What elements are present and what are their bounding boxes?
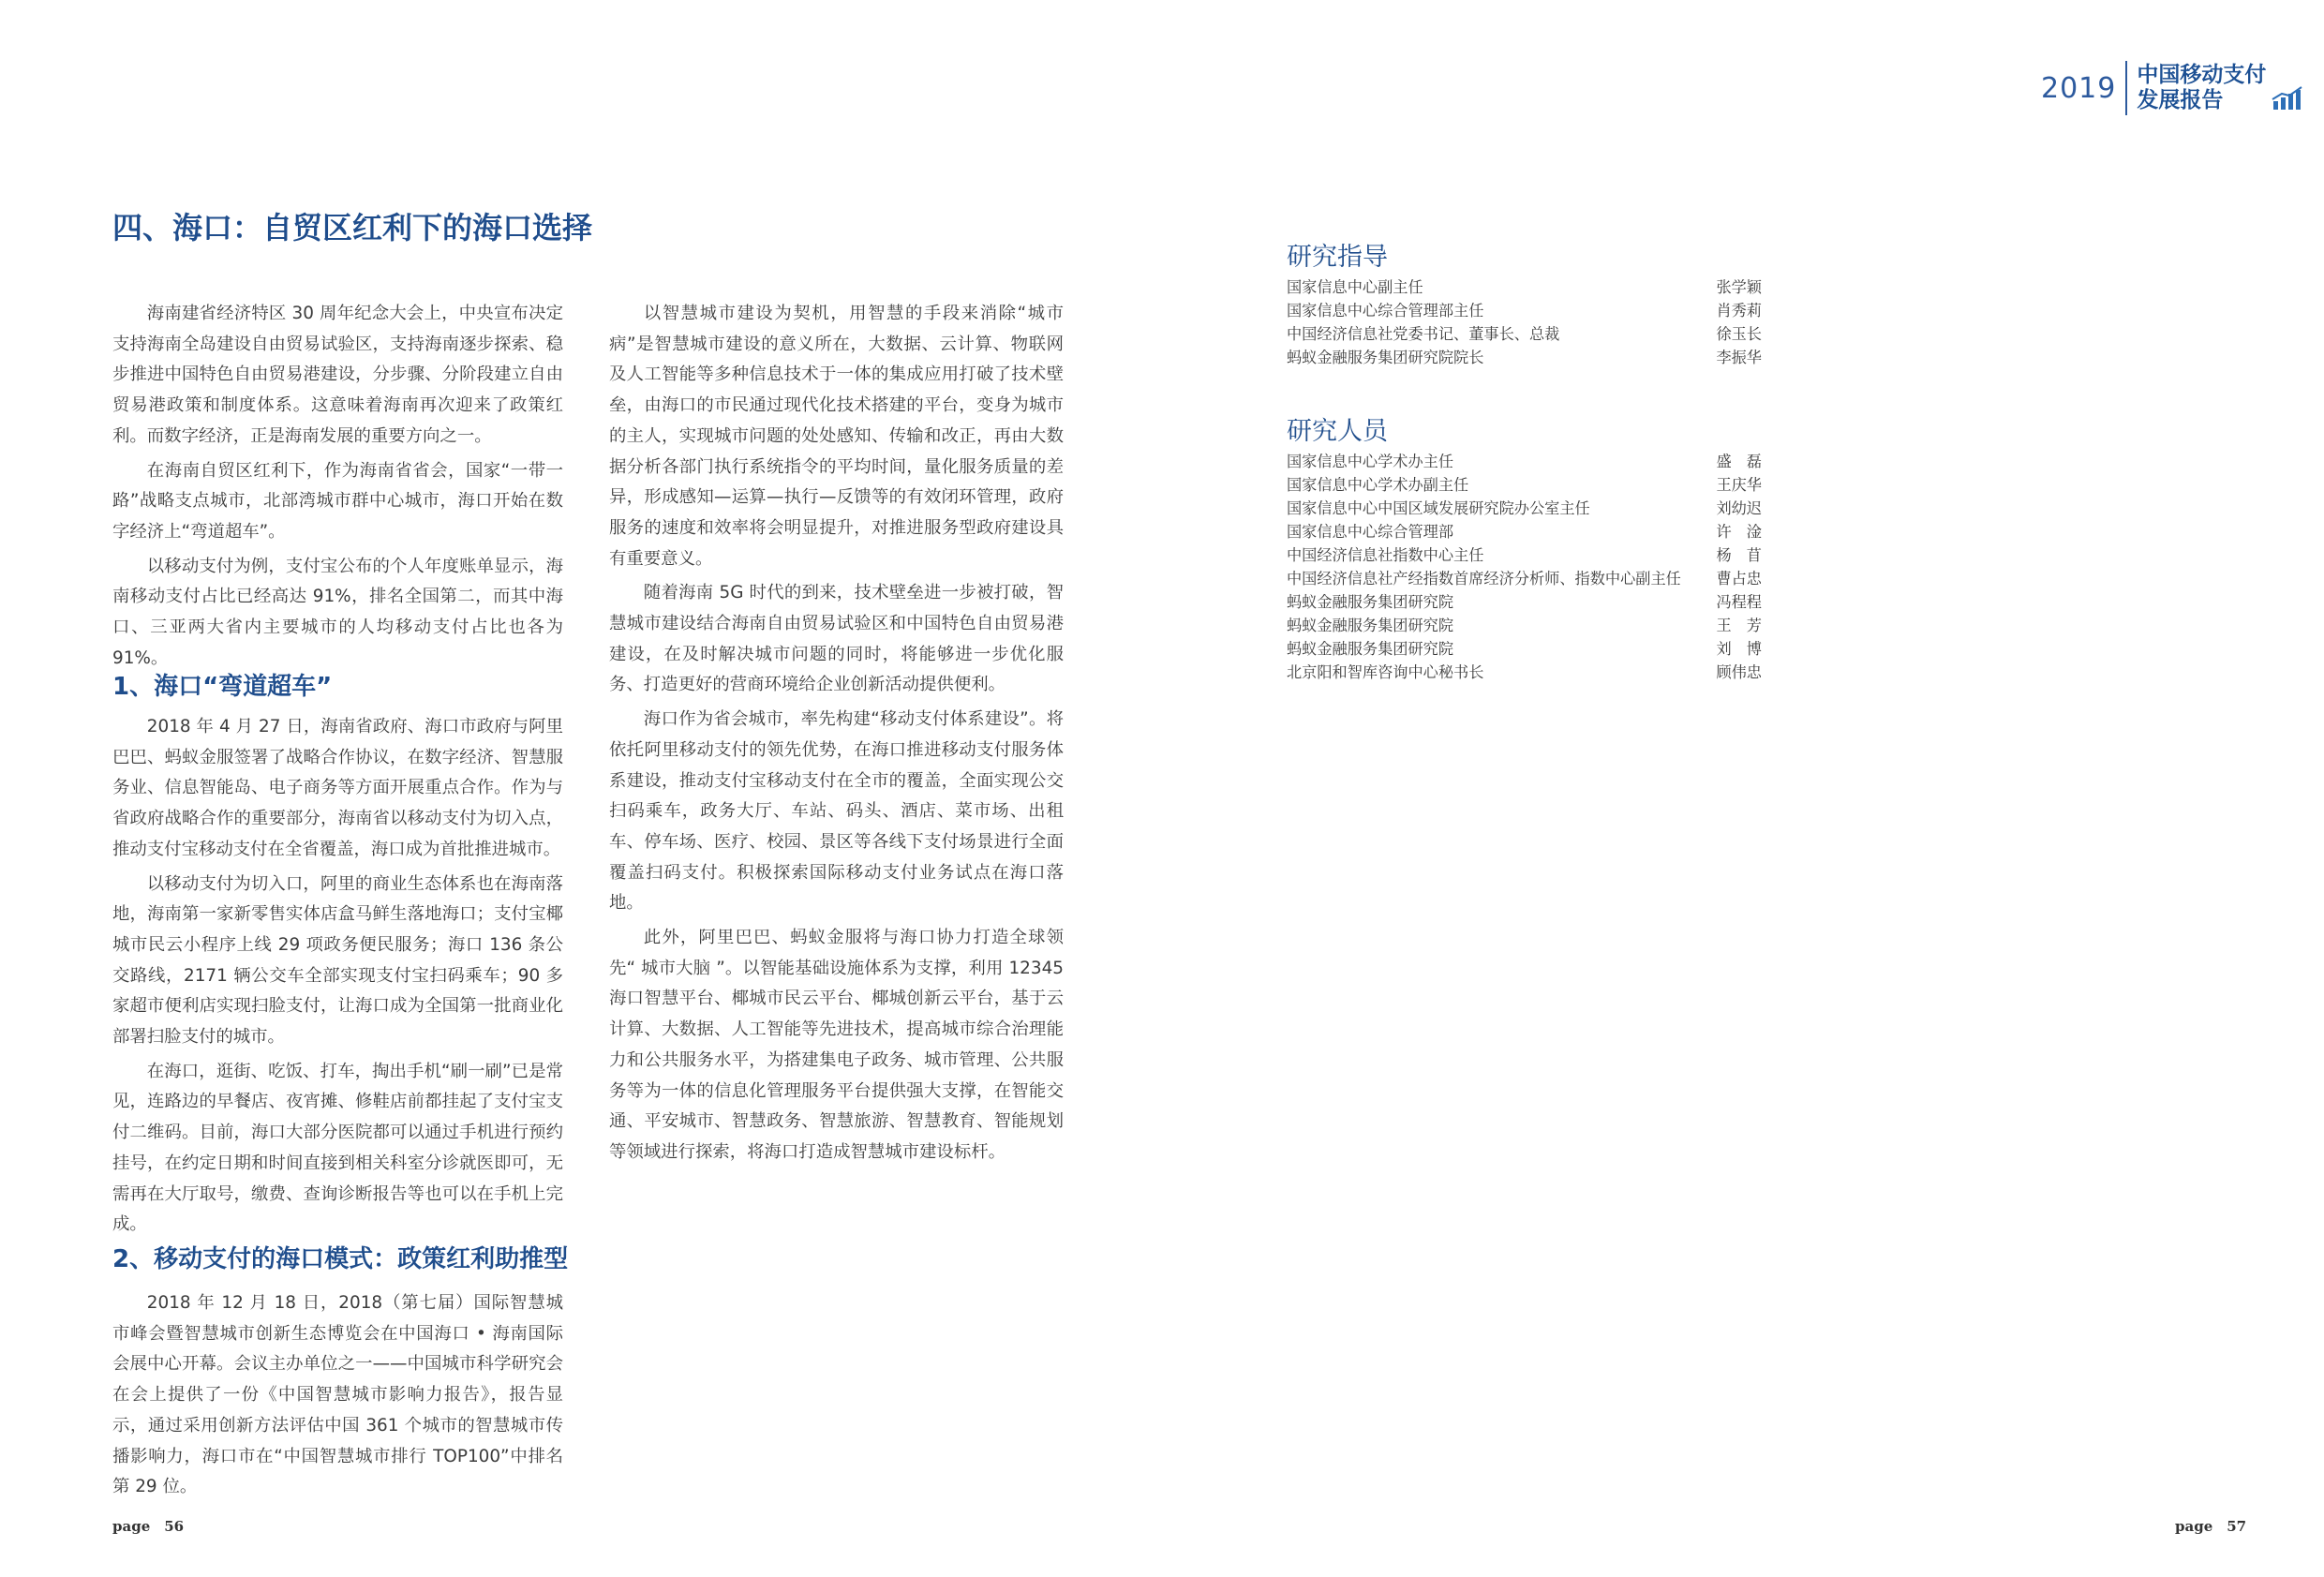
staff-name: 刘 博	[1716, 640, 1762, 658]
staff-role: 国家信息中心中国区域发展研究院办公室主任	[1287, 499, 1590, 517]
staff-role: 国家信息中心综合管理部主任	[1287, 302, 1484, 320]
staff-name: 王庆华	[1716, 476, 1762, 494]
staff-row	[1287, 543, 1762, 567]
staff-name: 冯程程	[1716, 593, 1762, 611]
paragraph: 2018 年 12 月 18 日，2018（第七届）国际智慧城市峰会暨智慧城市创新生态博览会在中国海口 • 海南国际会展中心开幕。会议主办单位之一——中国城市科学研究会在会上提供了一份《中国智慧城市影响力报告》，报告显示，通过采用创新方法评估中国 361 个城市的智慧城市传播影响力，海口市在“中国智慧城市排行 TOP100”中排名第 29 位。	[112, 1293, 563, 1497]
staff-name: 肖秀莉	[1716, 302, 1762, 320]
staff-name: 曹占忠	[1716, 570, 1762, 588]
staff-name: 盛 磊	[1716, 453, 1762, 470]
staff-row	[1287, 637, 1762, 661]
column-2	[609, 299, 1064, 1168]
staff-row	[1287, 299, 1762, 322]
paragraph: 海口作为省会城市，率先构建“移动支付体系建设”。将依托阿里移动支付的领先优势，在海口推进移动支付服务体系建设，推动支付宝移动支付在全市的覆盖，全面实现公交扫码乘车，政务大厅、车站、码头、酒店、菜市场、出租车、停车场、医疗、校园、景区等各线下支付场景进行全面覆盖扫码支付。积极探索国际移动支付业务试点在海口落地。	[609, 709, 1064, 914]
paragraph: 2018 年 4 月 27 日，海南省政府、海口市政府与阿里巴巴、蚂蚁金服签署了战略合作协议，在数字经济、智慧服务业、信息智能岛、电子商务等方面开展重点合作。作为与省政府战略合作的重要部分，海南省以移动支付为切入点，推动支付宝移动支付在全省覆盖，海口成为首批推进城市。	[112, 717, 563, 859]
report-year: 2019	[2041, 71, 2117, 105]
researchers-list	[1287, 450, 1762, 684]
staff-row	[1287, 450, 1762, 473]
staff-role: 蚂蚁金融服务集团研究院	[1287, 593, 1454, 611]
paragraph: 以移动支付为切入口，阿里的商业生态体系也在海南落地，海南第一家新零售实体店盒马鲜生落地海口；支付宝椰城市民云小程序上线 29 项政务便民服务；海口 136 条公交路线，2171 辆公交车全部实现支付宝扫码乘车；90 多家超市便利店实现扫脸支付，让海口成为全国第一批商业化部署扫脸支付的城市。	[112, 873, 563, 1048]
staff-row	[1287, 497, 1762, 520]
staff-role: 蚂蚁金融服务集团研究院	[1287, 617, 1454, 634]
page-number-right: page 57	[2175, 1518, 2247, 1535]
paragraph: 以移动支付为例，支付宝公布的个人年度账单显示，海南移动支付占比已经高达 91%，排名全国第二，而其中海口、三亚两大省内主要城市的人均移动支付占比也各为 91%。	[112, 556, 563, 668]
staff-row	[1287, 346, 1762, 369]
paragraph: 此外，阿里巴巴、蚂蚁金服将与海口协力打造全球领先“ 城市大脑 ”。以智能基础设施体系为支撑，利用 12345 海口智慧平台、椰城市民云平台、椰城创新云平台，基于云计算、大数据、人工智能等先进技术，提高城市综合治理能力和公共服务水平，为搭建集电子政务、城市管理、公共服务等为一体的信息化管理服务平台提供强大支撑，在智能交通、平安城市、智慧政务、智慧旅游、智慧教育、智能规划等领域进行探索，将海口打造成智慧城市建设标杆。	[609, 928, 1064, 1162]
paragraph: 随着海南 5G 时代的到来，技术壁垒进一步被打破，智慧城市建设结合海南自由贸易试验区和中国特色自由贸易港建设，在及时解决城市问题的同时，将能够进一步优化服务、打造更好的营商环境给企业创新活动提供便利。	[609, 583, 1064, 695]
column-1-section-1	[112, 712, 563, 1241]
staff-name: 杨 苜	[1716, 546, 1762, 564]
page-number-left: page 56	[112, 1518, 185, 1535]
subsection-title-1: 1、海口“弯道超车”	[112, 673, 333, 701]
staff-row	[1287, 473, 1762, 497]
staff-row	[1287, 614, 1762, 637]
report-brand	[2041, 62, 2303, 114]
staff-name: 刘幼迟	[1716, 499, 1762, 517]
staff-row	[1287, 661, 1762, 684]
section-title: 四、海口：自贸区红利下的海口选择	[112, 210, 593, 245]
staff-name: 顾伟忠	[1716, 663, 1762, 681]
staff-row	[1287, 567, 1762, 590]
staff-role: 国家信息中心学术办副主任	[1287, 476, 1469, 494]
staff-role: 中国经济信息社产经指数首席经济分析师、指数中心副主任	[1287, 570, 1681, 588]
staff-role: 中国经济信息社党委书记、董事长、总裁	[1287, 325, 1560, 343]
staff-row	[1287, 322, 1762, 346]
staff-role: 蚂蚁金融服务集团研究院	[1287, 640, 1454, 658]
bar-chart-icon	[2272, 86, 2303, 114]
column-1-section-2	[112, 1288, 563, 1503]
staff-name: 李振华	[1716, 349, 1762, 366]
staff-row	[1287, 520, 1762, 543]
staff-row	[1287, 275, 1762, 299]
brand-divider	[2125, 61, 2127, 115]
subsection-title-2: 2、移动支付的海口模式：政策红利助推型	[112, 1245, 569, 1273]
staff-name: 张学颖	[1716, 278, 1762, 296]
staff-name: 徐玉长	[1716, 325, 1762, 343]
guidance-list	[1287, 275, 1762, 369]
staff-role: 国家信息中心副主任	[1287, 278, 1423, 296]
report-title-line2: 发展报告	[2137, 88, 2224, 112]
researchers-title: 研究人员	[1287, 417, 1388, 446]
paragraph: 在海南自贸区红利下，作为海南省省会，国家“一带一路”战略支点城市，北部湾城市群中心城市，海口开始在数字经济上“弯道超车”。	[112, 460, 563, 542]
staff-role: 国家信息中心学术办主任	[1287, 453, 1454, 470]
staff-name: 王 芳	[1716, 617, 1762, 634]
report-title-line1: 中国移动支付	[2137, 63, 2267, 87]
staff-role: 蚂蚁金融服务集团研究院院长	[1287, 349, 1484, 366]
staff-name: 许 淦	[1716, 523, 1762, 541]
staff-role: 国家信息中心综合管理部	[1287, 523, 1454, 541]
column-1-intro	[112, 299, 563, 674]
staff-role: 中国经济信息社指数中心主任	[1287, 546, 1484, 564]
report-title	[2137, 63, 2266, 113]
guidance-title: 研究指导	[1287, 243, 1388, 272]
staff-role: 北京阳和智库咨询中心秘书长	[1287, 663, 1484, 681]
staff-row	[1287, 590, 1762, 614]
paragraph: 在海口，逛街、吃饭、打车，掏出手机“刷一刷”已是常见，连路边的早餐店、夜宵摊、修鞋店前都挂起了支付宝支付二维码。目前，海口大部分医院都可以通过手机进行预约挂号，在约定日期和时间直接到相关科室分诊就医即可，无需再在大厅取号，缴费、查询诊断报告等也可以在手机上完成。	[112, 1061, 563, 1235]
paragraph: 以智慧城市建设为契机，用智慧的手段来消除“城市病”是智慧城市建设的意义所在，大数据、云计算、物联网及人工智能等多种信息技术于一体的集成应用打破了技术壁垒，由海口的市民通过现代化技术搭建的平台，变身为城市的主人，实现城市问题的处处感知、传输和改正，再由大数据分析各部门执行系统指令的平均时间，量化服务质量的差异，形成感知—运算—执行—反馈等的有效闭环管理，政府服务的速度和效率将会明显提升，对推进服务型政府建设具有重要意义。	[609, 304, 1064, 569]
paragraph: 海南建省经济特区 30 周年纪念大会上，中央宣布决定支持海南全岛建设自由贸易试验区，支持海南逐步探索、稳步推进中国特色自由贸易港建设，分步骤、分阶段建立自由贸易港政策和制度体系。这意味着海南再次迎来了政策红利。而数字经济，正是海南发展的重要方向之一。	[112, 304, 563, 446]
